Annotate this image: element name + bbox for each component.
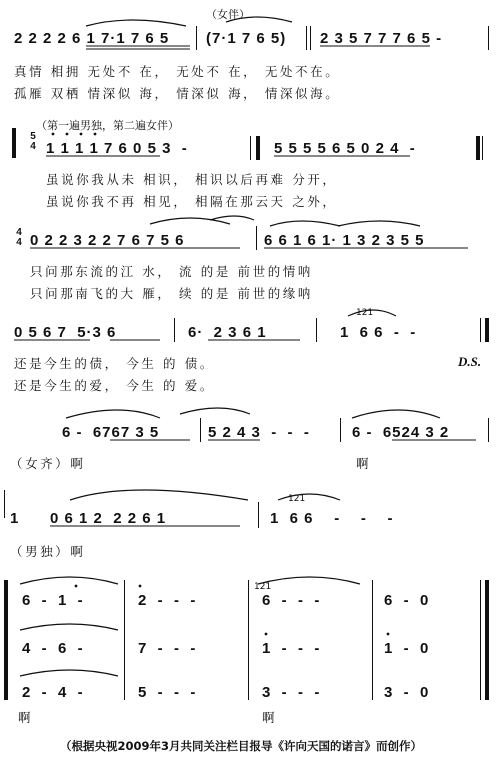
lyric-line-2a: 虽说你我从未 相识， 相识以后再难 分开， (46, 172, 338, 187)
grace-note: 121 (356, 308, 374, 318)
staff-3-m3: 3 - - - (262, 684, 321, 701)
slur (270, 221, 340, 226)
tie (20, 670, 118, 676)
staff-1-m2: 2 - - - (138, 592, 197, 609)
lyric-line-1b: 孤雁 双栖 情深似 海， 情深似 海， 情深似海。 (14, 86, 341, 101)
octave-dot (387, 633, 390, 636)
octave-dot (265, 633, 268, 636)
slur (226, 17, 292, 22)
grace-note: 121 (288, 494, 306, 504)
lyric-line-4b: 还是今生的爱， 今生 的 爱。 (14, 378, 215, 393)
octave-dot (75, 585, 78, 588)
lyric-line-4a: 还是今生的债， 今生 的 债。 (14, 356, 215, 371)
slur (150, 218, 230, 224)
staff-3-m1: 2 - 4 - (22, 684, 84, 701)
lyric-line-3a: 只问那东流的江 水， 流 的是 前世的情呐 (30, 264, 313, 279)
cue-first-second-pass: （第一遍男独，第二遍女伴） (36, 119, 179, 132)
notation-line-5a: 6 - 6767 3 5 (62, 424, 160, 441)
octave-dot (52, 133, 55, 136)
notation-line-2a: 1 1 1 1 7 6 0 5 3 - (46, 140, 188, 157)
slur (352, 410, 440, 418)
grace-note: 121 (254, 582, 272, 592)
notation-line-6b: 0 6 1 2 2 2 6 1 (50, 510, 167, 527)
notation-line-4c: 1 6 6 - - (340, 324, 417, 341)
lyric-line-2b: 虽说你我不再 相见， 相隔在那云天 之外， (46, 194, 338, 209)
slur (348, 310, 396, 316)
notation-line-4a: 0 5 6 7 5·3 6 (14, 324, 117, 341)
notation-line-3b: 6 6 1 6 1· 1 3 2 3 5 5 (264, 232, 425, 249)
lyric-line-1a: 真情 相拥 无处不 在， 无处不 在， 无处不在。 (14, 64, 341, 79)
octave-dot (94, 133, 97, 136)
octave-dot (66, 133, 69, 136)
octave-dot (80, 133, 83, 136)
notation-line-2b: 5 5 5 5 6 5 0 2 4 - (274, 140, 416, 157)
label-ah-middle: 啊 (262, 710, 278, 725)
staff-2-m4: 1 - 0 (384, 640, 430, 657)
cue-female-accompany: （女伴） (206, 8, 250, 21)
staff-1-m3: 6 - - - (262, 592, 321, 609)
label-male-solo: （男独）啊 (10, 544, 86, 559)
notation-line-5c: 6 - 6524 3 2 (352, 424, 450, 441)
dal-segno: D.S. (458, 354, 482, 369)
slur (180, 408, 250, 414)
tie (258, 577, 360, 584)
time-signature-5-4: 5 4 (30, 131, 36, 152)
notation-line-6a: 1 (10, 510, 20, 527)
octave-dot (139, 585, 142, 588)
label-female-chorus: （女齐）啊 (10, 456, 86, 471)
label-ah: 啊 (356, 456, 372, 471)
staff-2-m1: 4 - 6 - (22, 640, 84, 657)
notation-line-3a: 0 2 2 3 2 2 7 6 7 5 6 (30, 232, 185, 249)
slur (86, 20, 186, 26)
label-ah-left: 啊 (18, 710, 34, 725)
tie (20, 624, 118, 630)
notation-line-1b: 2 3 5 7 7 7 6 5 - (320, 30, 443, 47)
staff-3-m4: 3 - 0 (384, 684, 430, 701)
staff-1-m1: 6 - 1 - (22, 592, 84, 609)
notation-line-4b: 6· 2 3 6 1 (188, 324, 267, 341)
slur (338, 221, 420, 226)
notation-line-1-bracket: (7·1 7 6 5) (206, 30, 287, 47)
lyric-line-3b: 只问那南飞的大 雁， 续 的是 前世的缘呐 (30, 286, 313, 301)
slur (66, 410, 160, 418)
slur (210, 216, 254, 220)
notation-line-6c: 1 6 6 - - - (270, 510, 394, 527)
notation-line-5b: 5 2 4 3 - - - (208, 424, 310, 441)
staff-2-m2: 7 - - - (138, 640, 197, 657)
notation-line-1: 2 2 2 2 6 1 7·1 7 6 5 (14, 30, 170, 47)
staff-1-m4: 6 - 0 (384, 592, 430, 609)
staff-3-m2: 5 - - - (138, 684, 197, 701)
time-signature-4-4: 4 4 (16, 227, 22, 248)
tie (20, 577, 118, 584)
slur (70, 490, 248, 500)
staff-2-m3: 1 - - - (262, 640, 321, 657)
source-note: （根据央视2009年3月共同关注栏目报导《许向天国的诺言》而创作） (60, 739, 423, 753)
slur (278, 494, 340, 500)
